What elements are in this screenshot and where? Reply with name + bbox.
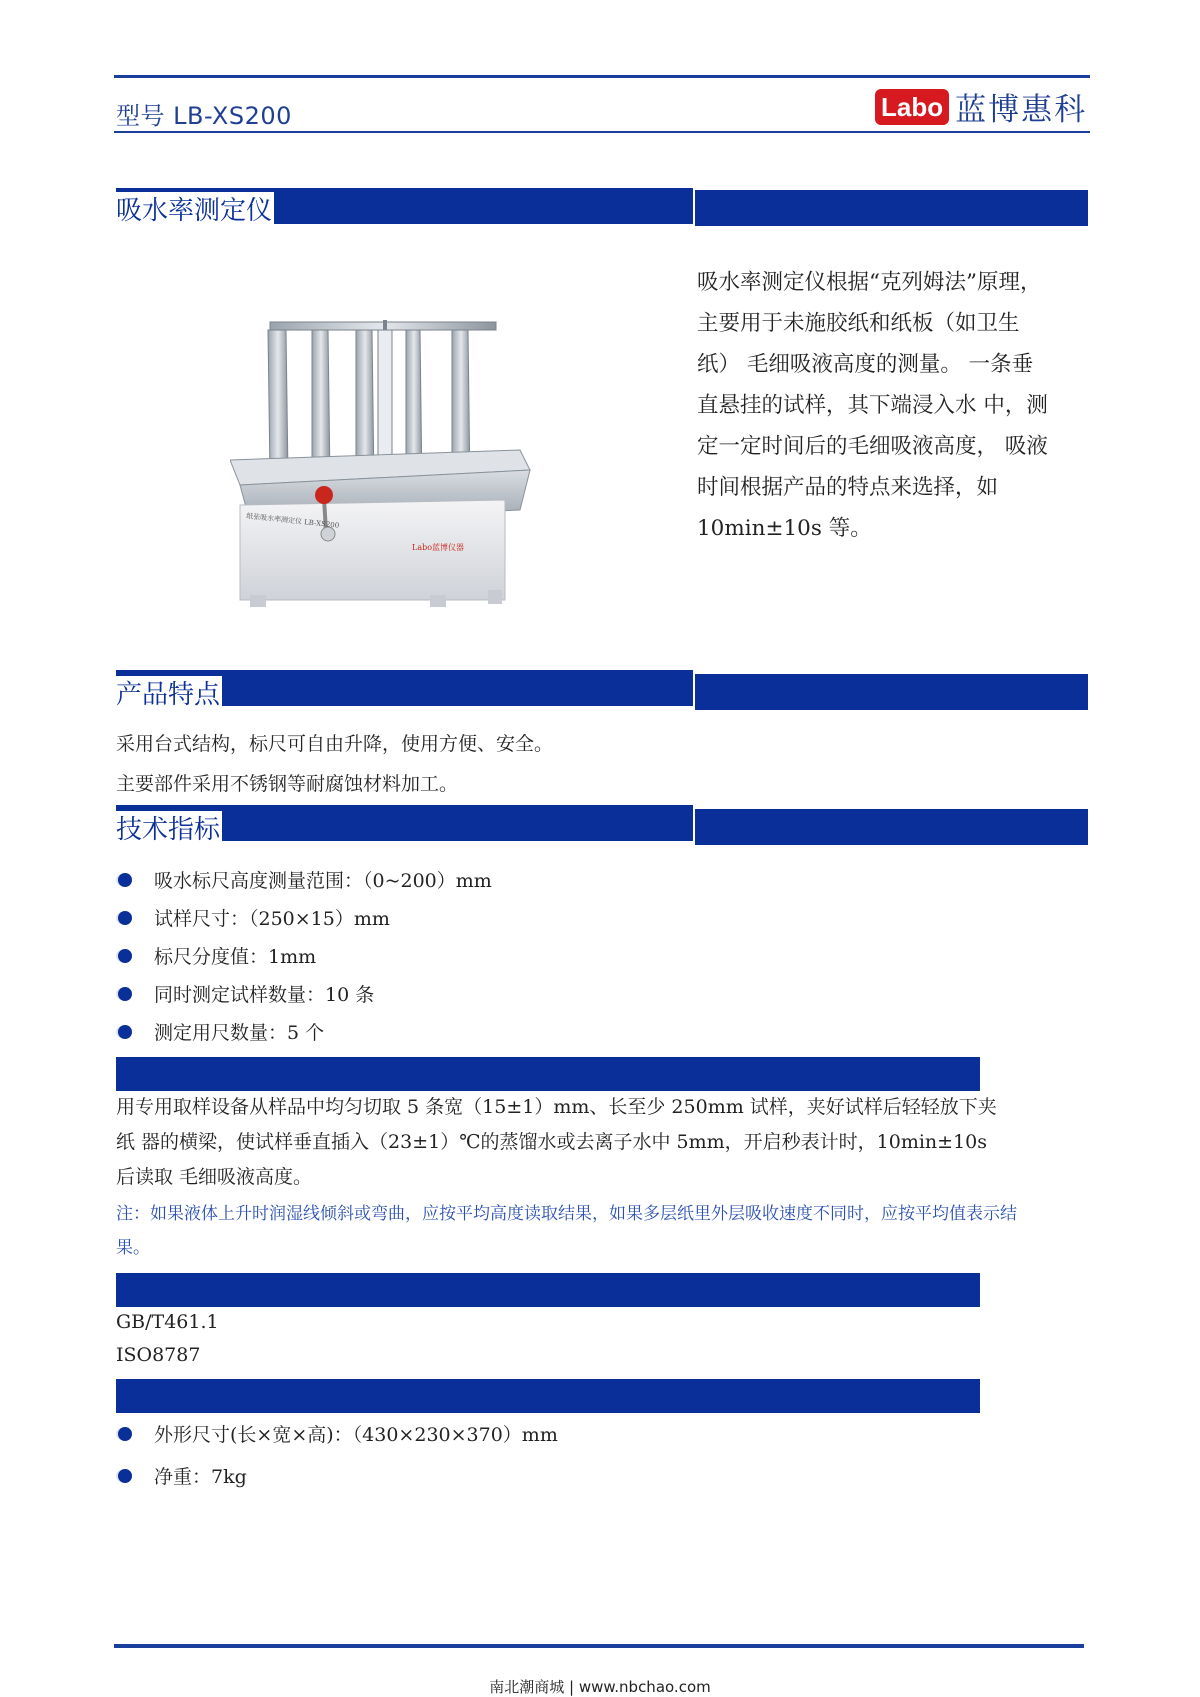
bullet-icon [118, 873, 132, 887]
dimension-item [118, 1462, 247, 1489]
section-title-specs: 技术指标 [116, 811, 222, 849]
spec-item [118, 904, 390, 931]
spec-text: 标尺分度值：1mm [154, 946, 317, 968]
feature-line: 采用台式结构，标尺可自由升降，使用方便、安全。 [116, 733, 554, 755]
product-description [697, 262, 1097, 549]
product-image [230, 300, 560, 640]
section-title-product: 吸水率测定仪 [116, 192, 274, 230]
dimension-item [118, 1420, 558, 1447]
device-plate-label: 纸张吸水率测定仪 LB-XS200 [245, 512, 340, 530]
standard-item: GB/T461.1 [116, 1311, 219, 1333]
device-brand-label: Labo蓝博仪器 [412, 543, 465, 552]
footer-rule [114, 1644, 1084, 1648]
section-bar-method [116, 1057, 980, 1091]
model-number: 型号 LB-XS200 [116, 102, 292, 130]
spec-text: 吸水标尺高度测量范围：（0~200）mm [154, 870, 492, 892]
description-line: 吸水率测定仪根据“克列姆法”原理， [697, 270, 1042, 295]
description-line: 主要用于未施胶纸和纸板（如卫生 [697, 311, 1020, 336]
spec-item [118, 942, 316, 969]
note-line: 果。 [116, 1238, 150, 1258]
footer-text: 南北潮商城 | www.nbchao.com [489, 1678, 711, 1696]
logo-chinese-name: 蓝博惠科 [955, 92, 1088, 128]
description-line: 10min±10s 等。 [697, 516, 872, 541]
section-title-features: 产品特点 [116, 676, 222, 714]
dimension-text: 净重：7kg [154, 1466, 247, 1488]
spec-item [118, 866, 492, 893]
header-bottom-rule [114, 131, 1090, 133]
spec-text: 同时测定试样数量：10 条 [154, 984, 375, 1006]
description-line: 纸） 毛细吸液高度的测量。 一条垂 [697, 352, 1034, 377]
spec-text: 测定用尺数量：5 个 [154, 1022, 325, 1044]
method-line: 纸 器的横梁，使试样垂直插入（23±1）℃的蒸馏水或去离子水中 5mm，开启秒表计时，10min±10s [116, 1131, 987, 1153]
spec-text: 试样尺寸：（250×15）mm [154, 908, 390, 930]
standard-item: ISO8787 [116, 1344, 201, 1366]
description-line: 时间根据产品的特点来选择，如 [697, 475, 999, 500]
section-bar-right [695, 809, 1088, 845]
method-line: 后读取 毛细吸液高度。 [116, 1166, 313, 1188]
bullet-icon [118, 1025, 132, 1039]
header-top-rule [114, 75, 1090, 78]
bullet-icon [118, 1469, 132, 1483]
absorbency-tester-illustration [230, 300, 560, 640]
feature-line: 主要部件采用不锈钢等耐腐蚀材料加工。 [116, 773, 459, 795]
bullet-icon [118, 987, 132, 1001]
note-line: 注：如果液体上升时润湿线倾斜或弯曲，应按平均高度读取结果，如果多层纸里外层吸收速度不同时，应按平均值表示结 [116, 1204, 1017, 1224]
logo-labo-badge: Labo [875, 89, 949, 125]
bullet-icon [118, 949, 132, 963]
section-bar-standards [116, 1273, 980, 1307]
brand-logo [875, 84, 1087, 129]
bullet-icon [118, 911, 132, 925]
bullet-icon [118, 1427, 132, 1441]
section-bar-dimensions [116, 1379, 980, 1413]
section-bar-right [695, 190, 1088, 226]
method-line: 用专用取样设备从样品中均匀切取 5 条宽（15±1）mm、长至少 250mm 试样，夹好试样后轻轻放下夹 [116, 1096, 997, 1118]
description-line: 直悬挂的试样，其下端浸入水 中，测 [697, 393, 1048, 418]
section-bar-right [695, 674, 1088, 710]
dimension-text: 外形尺寸(长×宽×高)：（430×230×370）mm [154, 1424, 558, 1446]
spec-item [118, 1018, 324, 1045]
spec-item [118, 980, 374, 1007]
method-note [116, 1197, 1086, 1265]
description-line: 定一定时间后的毛细吸液高度， 吸液 [697, 434, 1048, 459]
